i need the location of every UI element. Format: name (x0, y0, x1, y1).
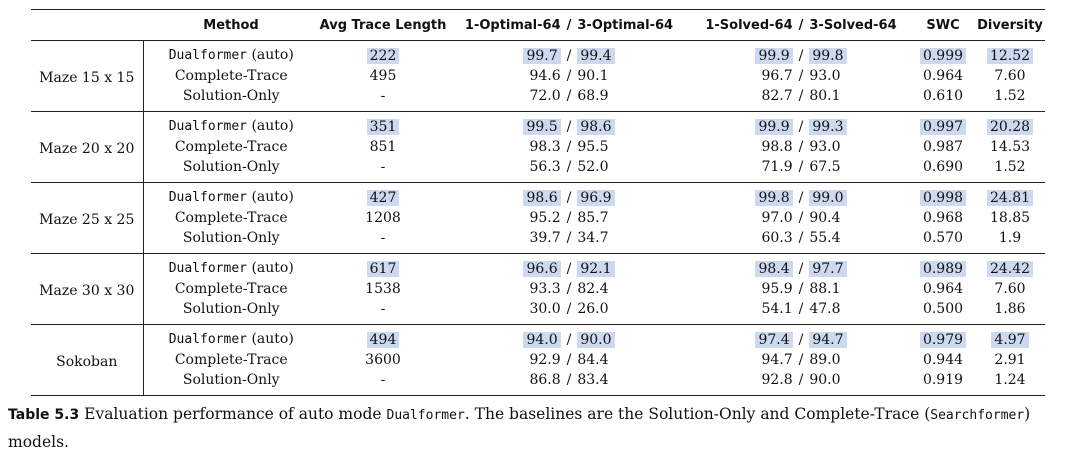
solved-1-value: 99.9 (755, 119, 792, 135)
avg-trace-value: 351 (367, 119, 400, 135)
solved-1-value: 97.0 (761, 210, 793, 226)
avg-trace-cell (319, 112, 447, 138)
avg-trace-value: - (380, 372, 386, 388)
solved-1-value: 54.1 (761, 301, 793, 317)
solved-1-value: 98.8 (761, 139, 793, 155)
method-name: Dualformer (168, 261, 247, 276)
caption-label: Table 5.3 (8, 407, 80, 423)
swc-cell (911, 41, 975, 67)
solved-cell (691, 112, 911, 138)
solved-cell (691, 86, 911, 112)
solved-cell (691, 41, 911, 67)
optimal-cell (447, 86, 691, 112)
diversity-cell (975, 41, 1045, 67)
avg-trace-value: 851 (369, 139, 397, 155)
optimal-3-value: 68.9 (577, 88, 609, 104)
diversity-value: 1.52 (994, 159, 1026, 175)
value-slash: / (798, 68, 804, 84)
avg-trace-value: 427 (367, 190, 400, 206)
avg-trace-value: - (380, 159, 386, 175)
solved-1-value: 60.3 (761, 230, 793, 246)
avg-trace-cell (319, 299, 447, 325)
optimal-3-value: 90.0 (577, 332, 614, 348)
solved-cell (691, 228, 911, 254)
value-slash: / (798, 230, 804, 246)
avg-trace-cell (319, 157, 447, 183)
diversity-cell (975, 137, 1045, 157)
avg-trace-value: 1208 (365, 210, 401, 226)
swc-value: 0.979 (920, 332, 966, 348)
diversity-value: 1.52 (994, 88, 1026, 104)
diversity-value: 4.97 (991, 332, 1028, 348)
method-mode: (auto) (251, 47, 294, 63)
header-blank (31, 10, 143, 41)
value-slash: / (798, 189, 804, 206)
solved-3-value: 47.8 (809, 301, 841, 317)
diversity-cell (975, 157, 1045, 183)
solved-3-value: 99.0 (809, 190, 846, 206)
optimal-1-value: 93.3 (529, 281, 561, 297)
swc-cell (911, 279, 975, 299)
optimal-cell (447, 208, 691, 228)
diversity-value: 2.91 (994, 352, 1026, 368)
optimal-3-value: 96.9 (577, 190, 614, 206)
method-name: Solution-Only (182, 159, 280, 175)
avg-trace-value: - (380, 230, 386, 246)
swc-cell (911, 112, 975, 138)
method-cell (143, 325, 319, 351)
swc-value: 0.998 (920, 190, 966, 206)
method-mode: (auto) (251, 189, 294, 205)
table-caption (8, 401, 1072, 455)
swc-cell (911, 254, 975, 280)
table-row (31, 86, 1045, 112)
method-cell (143, 228, 319, 254)
method-cell (143, 183, 319, 209)
solved-3-value: 93.0 (809, 68, 841, 84)
table-row (31, 137, 1045, 157)
solved-3-value: 97.7 (809, 261, 846, 277)
method-cell (143, 254, 319, 280)
avg-trace-value: 1538 (365, 281, 401, 297)
solved-3-value: 90.4 (809, 210, 841, 226)
swc-cell (911, 325, 975, 351)
diversity-value: 7.60 (994, 281, 1026, 297)
table-row (31, 66, 1045, 86)
diversity-value: 24.81 (987, 190, 1033, 206)
method-cell (143, 86, 319, 112)
solved-1-value: 94.7 (761, 352, 793, 368)
swc-cell (911, 370, 975, 396)
diversity-cell (975, 208, 1045, 228)
diversity-cell (975, 279, 1045, 299)
header-solved (691, 10, 911, 41)
header-swc: SWC (911, 10, 975, 41)
avg-trace-cell (319, 325, 447, 351)
header-row (31, 10, 1045, 41)
optimal-1-value: 30.0 (529, 301, 561, 317)
value-slash: / (566, 68, 572, 84)
table-row (31, 208, 1045, 228)
solved-cell (691, 157, 911, 183)
diversity-cell (975, 66, 1045, 86)
solved-cell (691, 254, 911, 280)
method-name: Solution-Only (182, 372, 280, 388)
solved-cell (691, 66, 911, 86)
group-label: Maze 20 x 20 (31, 112, 143, 183)
solved-cell (691, 325, 911, 351)
solved-1-value: 99.9 (755, 48, 792, 64)
diversity-value: 24.42 (987, 261, 1033, 277)
swc-value: 0.997 (920, 119, 966, 135)
optimal-cell (447, 137, 691, 157)
method-cell (143, 66, 319, 86)
solved-cell (691, 183, 911, 209)
method-cell (143, 41, 319, 67)
value-slash: / (798, 352, 804, 368)
optimal-cell (447, 41, 691, 67)
results-table (31, 9, 1045, 396)
value-slash: / (798, 159, 804, 175)
optimal-cell (447, 299, 691, 325)
value-slash: / (566, 301, 572, 317)
method-mode: (auto) (251, 331, 294, 347)
method-cell (143, 299, 319, 325)
results-table-wrapper (31, 9, 1045, 396)
avg-trace-cell (319, 254, 447, 280)
swc-value: 0.968 (922, 210, 964, 226)
solved-3-value: 94.7 (809, 332, 846, 348)
method-name: Complete-Trace (174, 210, 288, 226)
optimal-3-value: 84.4 (577, 352, 609, 368)
caption-text-2: . The baselines are the Solution-Only and Complete-Trace ( (464, 405, 931, 423)
method-cell (143, 157, 319, 183)
method-cell (143, 279, 319, 299)
swc-value: 0.919 (922, 372, 964, 388)
optimal-1-value: 98.3 (529, 139, 561, 155)
optimal-1-value: 99.7 (523, 48, 560, 64)
swc-cell (911, 66, 975, 86)
diversity-cell (975, 299, 1045, 325)
value-slash: / (566, 139, 572, 155)
solved-cell (691, 279, 911, 299)
solved-3-value: 80.1 (809, 88, 841, 104)
avg-trace-cell (319, 183, 447, 209)
swc-cell (911, 86, 975, 112)
optimal-cell (447, 350, 691, 370)
swc-cell (911, 228, 975, 254)
diversity-value: 1.24 (994, 372, 1026, 388)
value-slash: / (798, 210, 804, 226)
table-row (31, 157, 1045, 183)
diversity-cell (975, 86, 1045, 112)
table-group (31, 183, 1045, 254)
solved-1-value: 98.4 (755, 261, 792, 277)
method-cell (143, 208, 319, 228)
value-slash: / (566, 331, 572, 348)
diversity-value: 1.86 (994, 301, 1026, 317)
method-name: Solution-Only (182, 301, 280, 317)
value-slash: / (566, 352, 572, 368)
avg-trace-cell (319, 350, 447, 370)
value-slash: / (566, 210, 572, 226)
header-slash: / (798, 17, 804, 33)
caption-searchformer: Searchformer (930, 408, 1025, 423)
swc-value: 0.500 (922, 301, 964, 317)
value-slash: / (798, 301, 804, 317)
value-slash: / (798, 47, 804, 64)
caption-model: Dualformer (386, 408, 465, 423)
method-mode: (auto) (251, 260, 294, 276)
optimal-1-value: 98.6 (523, 190, 560, 206)
avg-trace-value: - (380, 301, 386, 317)
solved-1-value: 99.8 (755, 190, 792, 206)
optimal-cell (447, 183, 691, 209)
group-label: Maze 15 x 15 (31, 41, 143, 112)
diversity-cell (975, 325, 1045, 351)
optimal-1-value: 96.6 (523, 261, 560, 277)
solved-1-value: 92.8 (761, 372, 793, 388)
solved-cell (691, 137, 911, 157)
optimal-cell (447, 228, 691, 254)
solved-cell (691, 208, 911, 228)
value-slash: / (798, 331, 804, 348)
table-row (31, 228, 1045, 254)
avg-trace-cell (319, 208, 447, 228)
solved-1-value: 82.7 (761, 88, 793, 104)
optimal-3-value: 26.0 (577, 301, 609, 317)
diversity-cell (975, 183, 1045, 209)
optimal-cell (447, 254, 691, 280)
avg-trace-value: 495 (369, 68, 397, 84)
value-slash: / (798, 372, 804, 388)
optimal-3-value: 99.4 (577, 48, 614, 64)
diversity-value: 20.28 (987, 119, 1033, 135)
avg-trace-value: 222 (367, 48, 400, 64)
caption-text-3: ) models. (8, 405, 1031, 451)
optimal-1-value: 39.7 (529, 230, 561, 246)
avg-trace-cell (319, 86, 447, 112)
diversity-value: 1.9 (998, 230, 1022, 246)
table-row (31, 279, 1045, 299)
header-optimal (447, 10, 691, 41)
value-slash: / (566, 118, 572, 135)
solved-1-value: 71.9 (761, 159, 793, 175)
method-name: Dualformer (168, 332, 247, 347)
value-slash: / (566, 88, 572, 104)
optimal-3-value: 52.0 (577, 159, 609, 175)
header-method: Method (143, 10, 319, 41)
method-name: Complete-Trace (174, 281, 288, 297)
table-row (31, 350, 1045, 370)
method-name: Complete-Trace (174, 139, 288, 155)
swc-value: 0.570 (922, 230, 964, 246)
avg-trace-value: 494 (367, 332, 400, 348)
group-label: Maze 30 x 30 (31, 254, 143, 325)
solved-3-value: 99.8 (809, 48, 846, 64)
diversity-value: 12.52 (987, 48, 1033, 64)
avg-trace-cell (319, 370, 447, 396)
optimal-cell (447, 279, 691, 299)
method-name: Dualformer (168, 48, 247, 63)
header-slash: / (566, 17, 572, 33)
optimal-1-value: 94.6 (529, 68, 561, 84)
swc-cell (911, 137, 975, 157)
method-name: Dualformer (168, 119, 247, 134)
swc-cell (911, 208, 975, 228)
method-name: Complete-Trace (174, 68, 288, 84)
value-slash: / (798, 88, 804, 104)
header-opt-1: 1-Optimal-64 (464, 17, 561, 33)
diversity-value: 14.53 (989, 139, 1031, 155)
swc-cell (911, 157, 975, 183)
table-row (31, 299, 1045, 325)
optimal-1-value: 92.9 (529, 352, 561, 368)
value-slash: / (566, 230, 572, 246)
diversity-cell (975, 350, 1045, 370)
solved-3-value: 93.0 (809, 139, 841, 155)
swc-cell (911, 183, 975, 209)
optimal-1-value: 94.0 (523, 332, 560, 348)
caption-text-1: Evaluation performance of auto mode (84, 405, 382, 423)
header-diversity: Diversity (975, 10, 1045, 41)
optimal-1-value: 56.3 (529, 159, 561, 175)
optimal-3-value: 98.6 (577, 119, 614, 135)
table-group (31, 112, 1045, 183)
value-slash: / (566, 159, 572, 175)
table-row (31, 41, 1045, 67)
solved-cell (691, 350, 911, 370)
swc-value: 0.989 (920, 261, 966, 277)
solved-3-value: 90.0 (809, 372, 841, 388)
solved-1-value: 96.7 (761, 68, 793, 84)
method-name: Complete-Trace (174, 352, 288, 368)
optimal-1-value: 72.0 (529, 88, 561, 104)
value-slash: / (798, 260, 804, 277)
swc-value: 0.610 (922, 88, 964, 104)
optimal-3-value: 92.1 (577, 261, 614, 277)
method-mode: (auto) (251, 118, 294, 134)
avg-trace-cell (319, 279, 447, 299)
diversity-cell (975, 228, 1045, 254)
swc-value: 0.964 (922, 281, 964, 297)
optimal-3-value: 85.7 (577, 210, 609, 226)
optimal-cell (447, 370, 691, 396)
header-sol-1: 1-Solved-64 (705, 17, 793, 33)
optimal-1-value: 86.8 (529, 372, 561, 388)
solved-3-value: 88.1 (809, 281, 841, 297)
solved-3-value: 67.5 (809, 159, 841, 175)
avg-trace-cell (319, 137, 447, 157)
method-cell (143, 112, 319, 138)
optimal-1-value: 99.5 (523, 119, 560, 135)
optimal-cell (447, 157, 691, 183)
optimal-cell (447, 112, 691, 138)
diversity-cell (975, 112, 1045, 138)
swc-cell (911, 350, 975, 370)
avg-trace-value: 617 (367, 261, 400, 277)
avg-trace-cell (319, 66, 447, 86)
value-slash: / (566, 47, 572, 64)
method-cell (143, 137, 319, 157)
table-row (31, 254, 1045, 280)
method-name: Dualformer (168, 190, 247, 205)
solved-3-value: 55.4 (809, 230, 841, 246)
value-slash: / (798, 118, 804, 135)
solved-1-value: 97.4 (755, 332, 792, 348)
value-slash: / (566, 372, 572, 388)
swc-value: 0.690 (922, 159, 964, 175)
value-slash: / (566, 260, 572, 277)
solved-cell (691, 299, 911, 325)
optimal-3-value: 90.1 (577, 68, 609, 84)
table-group (31, 325, 1045, 396)
swc-value: 0.999 (920, 48, 966, 64)
diversity-cell (975, 254, 1045, 280)
swc-value: 0.964 (922, 68, 964, 84)
value-slash: / (798, 281, 804, 297)
table-row (31, 325, 1045, 351)
table-group (31, 254, 1045, 325)
swc-cell (911, 299, 975, 325)
optimal-3-value: 34.7 (577, 230, 609, 246)
avg-trace-value: 3600 (365, 352, 401, 368)
value-slash: / (798, 139, 804, 155)
optimal-1-value: 95.2 (529, 210, 561, 226)
solved-3-value: 89.0 (809, 352, 841, 368)
solved-1-value: 95.9 (761, 281, 793, 297)
table-row (31, 183, 1045, 209)
diversity-value: 7.60 (994, 68, 1026, 84)
value-slash: / (566, 189, 572, 206)
solved-cell (691, 370, 911, 396)
method-name: Solution-Only (182, 88, 280, 104)
group-label: Sokoban (31, 325, 143, 396)
method-name: Solution-Only (182, 230, 280, 246)
table-group (31, 41, 1045, 112)
swc-value: 0.944 (922, 352, 964, 368)
method-cell (143, 370, 319, 396)
optimal-3-value: 83.4 (577, 372, 609, 388)
table-row (31, 370, 1045, 396)
swc-value: 0.987 (922, 139, 964, 155)
optimal-cell (447, 325, 691, 351)
diversity-value: 18.85 (989, 210, 1031, 226)
value-slash: / (566, 281, 572, 297)
header-sol-3: 3-Solved-64 (809, 17, 897, 33)
header-avg-trace: Avg Trace Length (319, 10, 447, 41)
solved-3-value: 99.3 (809, 119, 846, 135)
avg-trace-value: - (380, 88, 386, 104)
optimal-cell (447, 66, 691, 86)
avg-trace-cell (319, 228, 447, 254)
optimal-3-value: 82.4 (577, 281, 609, 297)
diversity-cell (975, 370, 1045, 396)
avg-trace-cell (319, 41, 447, 67)
table-row (31, 112, 1045, 138)
method-cell (143, 350, 319, 370)
group-label: Maze 25 x 25 (31, 183, 143, 254)
optimal-3-value: 95.5 (577, 139, 609, 155)
header-opt-3: 3-Optimal-64 (577, 17, 674, 33)
